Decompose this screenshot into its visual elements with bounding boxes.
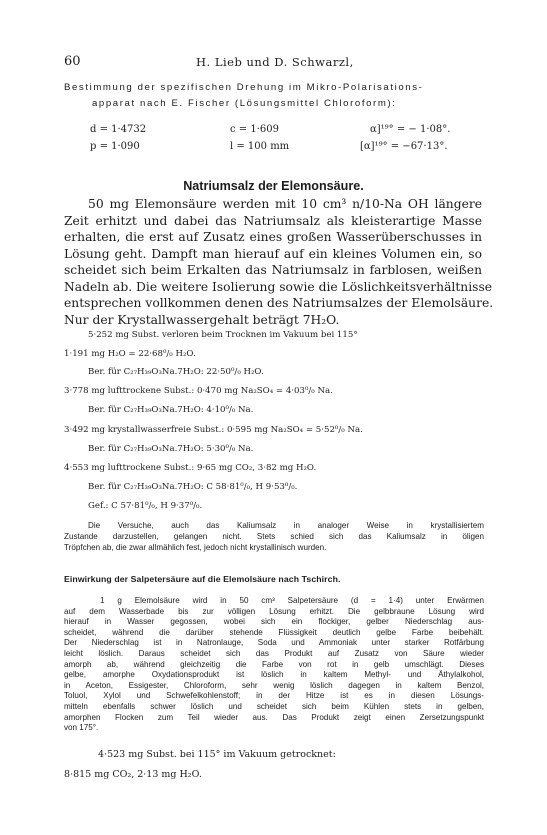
body-line: Nur der Krystallwassergehalt beträgt 7H₂O.	[64, 312, 340, 327]
page-number: 60	[64, 54, 81, 69]
running-head: H. Lieb und D. Schwarzl,	[196, 55, 354, 69]
nitric-acid-paragraph	[64, 596, 484, 734]
analysis-line: Gef.: C 57·81⁰/₀, H 9·37⁰/₀.	[88, 501, 203, 511]
body-line: Lösung geht. Dampft man hierauf auf ein kleines Volumen ein, so	[64, 246, 482, 261]
paragraph-line: auf dem Wasserbade bis zur völligen Lösung erhitzt. Die gelbbraune Lösung wird	[64, 606, 484, 616]
analysis-line: 5·252 mg Subst. verloren beim Trocknen im Vakuum bei 115°	[88, 330, 358, 340]
paragraph-line: scheidet, während die darüber stehende Flüssigkeit deutlich gelbe Farbe beibehält.	[64, 627, 484, 637]
analysis-line: 3·778 mg lufttrockene Subst.: 0·470 mg Na₂SO₄ = 4·03⁰/₀ Na.	[64, 386, 333, 396]
body-line: entsprechen vollkommen denen des Natriumsalzes der Elemolsäure.	[64, 296, 494, 310]
analysis-line: 3·492 mg krystallwasserfreie Subst.: 0·595 mg Na₂SO₄ = 5·52⁰/₀ Na.	[64, 425, 363, 435]
paragraph-line: von 175°.	[64, 723, 99, 733]
paragraph-line: amorph ab, während gleichzeitig die Farbe von rot in gelb umschlägt. Dieses	[64, 659, 484, 669]
body-line: 50 mg Elemonsäure werden mit 10 cm³ n/10-Na OH längere	[88, 197, 482, 211]
caption-line-2: apparat nach E. Fischer (Lösungsmittel Chloroform):	[92, 98, 397, 109]
analysis-line: Ber. für C₂₇H₃₉O₃Na.7H₂O: 22·50⁰/₀ H₂O.	[88, 367, 264, 377]
paragraph-line: 1 g Elemolsäure wird in 50 cm³ Salpetersäure (d = 1·4) unter Erwärmen	[100, 596, 484, 605]
body-line: Zeit erhitzt und dabei das Natriumsalz als kleisterartige Masse	[64, 213, 482, 228]
paragraph-line: in Aceton, Essigester, Chloroform, sehr wenig löslich dagegen in kaltem Benzol,	[64, 680, 484, 690]
measurement-p: p = 1·090	[90, 141, 140, 152]
note-line: Tröpfchen ab, die zwar allmählich fest, jedoch nicht krystallinisch wurden.	[64, 543, 327, 553]
analysis-line: Ber. für C₂₇H₃₉O₃Na.7H₂O: C 58·81⁰/₀, H 9·53⁰/₀.	[88, 482, 298, 492]
body-line: scheidet sich beim Erkalten das Natriumsalz in farblosen, weißen	[64, 263, 482, 277]
paragraph-line: gelbe, amorphe Oxydationsprodukt ist löslich in kaltem Methyl- und Äthylalkohol,	[64, 670, 484, 680]
paragraph-line: Der Niederschlag ist in Natronlauge, Soda und Ammoniak unter starker Rotfärbung	[64, 638, 484, 648]
paragraph-line: leicht löslich. Daraus scheidet sich das Produkt auf Zusatz von Säure wieder	[64, 648, 484, 658]
caption-line-1: Bestimmung der spezifischen Drehung im Mikro-Polarisations-	[64, 82, 424, 93]
measurement-d: d = 1·4732	[90, 124, 147, 135]
note-line: Zustande darzustellen, gelangen nicht. Stets schied sich das Kaliumsalz in öligen	[64, 532, 484, 542]
paragraph-line: hierauf in Wasser gegossen, wobei sich ein flockiger, gelber Niederschlag aus-	[64, 617, 484, 627]
final-analysis-line: 8·815 mg CO₂, 2·13 mg H₂O.	[64, 769, 202, 780]
section-title: Natriumsalz der Elemonsäure.	[183, 179, 364, 193]
measurement-c: c = 1·609	[230, 124, 279, 135]
analysis-line: Ber. für C₂₇H₃₉O₃Na.7H₂O: 5·30⁰/₀ Na.	[88, 444, 254, 454]
paragraph-line: amorphen Flocken zum Teil wieder aus. Das Produkt zeigt einen Zersetzungspunkt	[64, 712, 484, 722]
body-line: Nadeln ab. Die weitere Isolierung sowie die Löslichkeitsverhältnisse	[64, 279, 493, 294]
measurement-specific-rotation: [α]¹⁹° = −67·13°.	[360, 141, 448, 152]
measurement-l: l = 100 mm	[230, 141, 290, 152]
section2-title: Einwirkung der Salpetersäure auf die Elemolsäure nach Tschirch.	[64, 574, 341, 584]
final-analysis-line: 4·523 mg Subst. bei 115° im Vakuum getrocknet:	[98, 749, 336, 760]
analysis-line: 1·191 mg H₂O = 22·68⁰/₀ H₂O.	[64, 349, 196, 359]
body-line: erhalten, die erst auf Zusatz eines großen Wasserüberschusses in	[64, 230, 482, 244]
analysis-line: Ber. für C₂₇H₃₉O₃Na.7H₂O: 4·10⁰/₀ Na.	[88, 405, 254, 415]
measurement-alpha: α]¹⁹° = − 1·08°.	[370, 124, 451, 135]
body-paragraph	[64, 196, 494, 328]
note-line: Die Versuche, auch das Kaliumsalz in analoger Weise in krystallisiertem	[88, 521, 484, 530]
paragraph-line: Toluol, Xylol und Schwefelkohlenstoff; in der Hitze ist es in diesen Lösungs-	[64, 691, 484, 701]
note-paragraph	[64, 520, 484, 553]
paragraph-line: mitteln ebenfalls schwer löslich und scheidet sich beim Kühlen stets in gelben,	[64, 701, 484, 711]
analysis-line: 4·553 mg lufttrockene Subst.: 9·65 mg CO₂, 3·82 mg H₂O.	[64, 463, 317, 473]
